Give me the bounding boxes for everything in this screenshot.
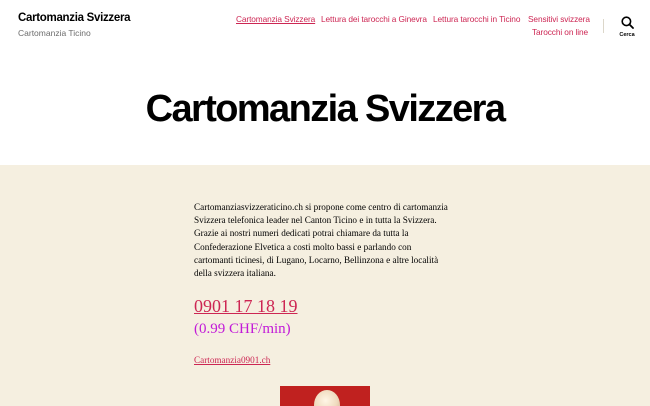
site-description: Cartomanzia Ticino xyxy=(18,28,91,38)
menu-item-cartomanzia-svizzera[interactable]: Cartomanzia Svizzera xyxy=(236,14,316,24)
menu-item-sensitivi-svizzera[interactable]: Sensitivi svizzera xyxy=(528,14,590,24)
search-label: Cerca xyxy=(619,32,635,38)
price-per-minute: (0.99 CHF/min) xyxy=(194,321,291,337)
intro-line: cartomanti ticinesi, di Lugano, Locarno, Bellinzona e altre località xyxy=(194,254,439,265)
featured-image xyxy=(280,386,370,406)
menu-item-tarocchi-on-line[interactable]: Tarocchi on line xyxy=(532,27,589,37)
crystal-ball-image xyxy=(314,390,340,406)
menu-item-lettura-tarocchi-ticino[interactable]: Lettura tarocchi in Ticino xyxy=(433,14,521,24)
page-header xyxy=(0,60,650,165)
page-title: Cartomanzia Svizzera xyxy=(145,88,505,130)
intro-line: Confederazione Elvetica a costi molto bassi e parlando con xyxy=(194,241,412,252)
search-icon xyxy=(613,16,641,29)
cartomanzia0901-link[interactable]: Cartomanzia0901.ch xyxy=(194,355,271,365)
site-title[interactable]: Cartomanzia Svizzera xyxy=(18,12,131,24)
intro-line: Grazie ai nostri numeri dedicati potrai chiamare da tutta la xyxy=(194,228,409,239)
phone-number-link[interactable]: 0901 17 18 19 xyxy=(194,296,298,316)
intro-line: della svizzera italiana. xyxy=(194,268,276,279)
intro-paragraph xyxy=(194,201,456,280)
header-divider xyxy=(603,19,604,33)
intro-line: Cartomanziasvizzeraticino.ch si propone come centro di cartomanzia xyxy=(194,202,448,212)
site-header xyxy=(0,0,650,60)
intro-line: Svizzera telefonica leader nel Canton Ticino e in tutta la Svizzera. xyxy=(194,215,437,226)
search-toggle-button[interactable] xyxy=(613,16,641,38)
menu-item-lettura-tarocchi-ginevra[interactable]: Lettura dei tarocchi a Ginevra xyxy=(321,14,427,24)
